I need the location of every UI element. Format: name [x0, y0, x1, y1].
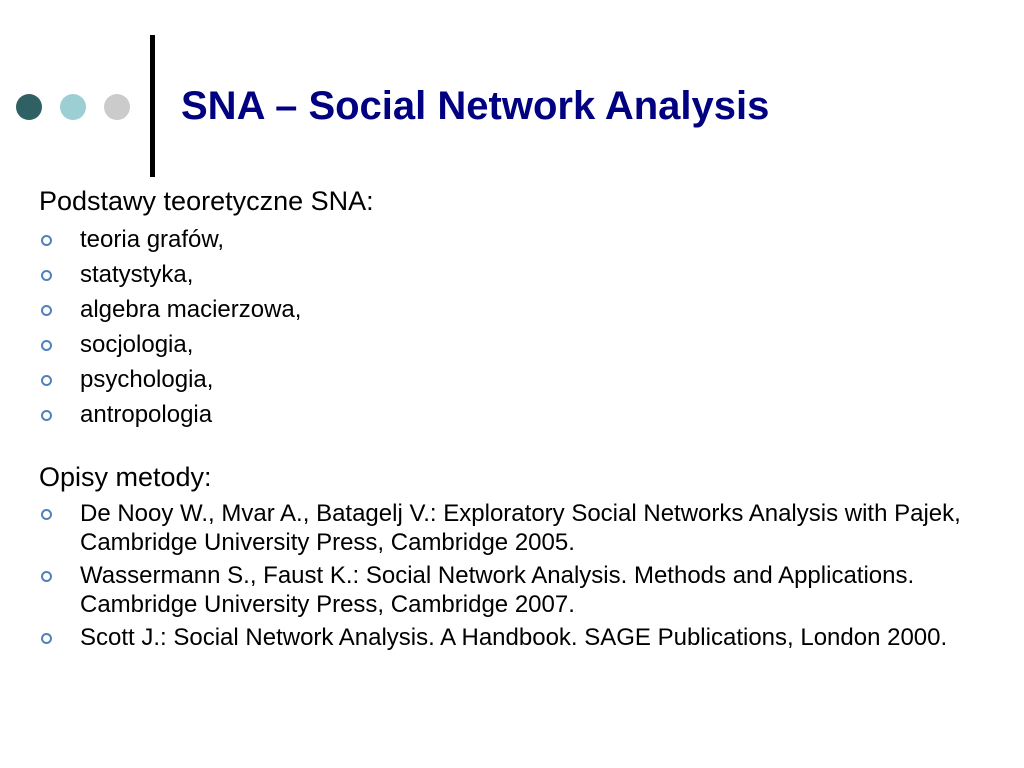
list-item: [39, 260, 999, 289]
bullet-icon: [41, 509, 52, 520]
bullet-icon: [41, 270, 52, 281]
list-item-text: antropologia: [80, 401, 213, 428]
list-item-text: statystyka,: [80, 261, 194, 288]
section-spacer: [39, 429, 999, 459]
list-item: [39, 295, 999, 324]
list-item: [39, 330, 999, 359]
gray-dot: [104, 94, 130, 120]
slide-content: [39, 183, 999, 652]
bullet-icon: [41, 410, 52, 421]
dark-teal-dot: [16, 94, 42, 120]
vertical-divider: [150, 35, 155, 177]
bullet-icon: [41, 305, 52, 316]
reference-item: [39, 499, 999, 557]
section-heading-theory: Podstawy teoretyczne SNA:: [39, 186, 374, 216]
list-item: [39, 400, 999, 429]
list-item: [39, 225, 999, 254]
bullet-icon: [41, 340, 52, 351]
list-item-text: socjologia,: [80, 331, 194, 358]
reference-item: [39, 623, 999, 652]
reference-item: [39, 561, 999, 619]
list-item: [39, 365, 999, 394]
light-teal-dot: [60, 94, 86, 120]
section-heading-references: Opisy metody:: [39, 462, 212, 492]
list-item-text: algebra macierzowa,: [80, 296, 302, 323]
bullet-icon: [41, 571, 52, 582]
reference-text: Wassermann S., Faust K.: Social Network Analysis. Methods and Applications. Cambridge University Press, Cambridge 2007.: [80, 562, 915, 618]
theory-list: [39, 225, 999, 429]
slide-title: SNA – Social Network Analysis: [181, 84, 770, 128]
bullet-icon: [41, 235, 52, 246]
bullet-icon: [41, 375, 52, 386]
reference-text: Scott J.: Social Network Analysis. A Handbook. SAGE Publications, London 2000.: [80, 624, 948, 651]
list-item-text: teoria grafów,: [80, 226, 225, 253]
reference-text: De Nooy W., Mvar A., Batagelj V.: Exploratory Social Networks Analysis with Pajek, Cambridge University Press, Cambridge 2005.: [80, 500, 961, 556]
bullet-icon: [41, 633, 52, 644]
list-item-text: psychologia,: [80, 366, 214, 393]
references-list: [39, 499, 999, 652]
